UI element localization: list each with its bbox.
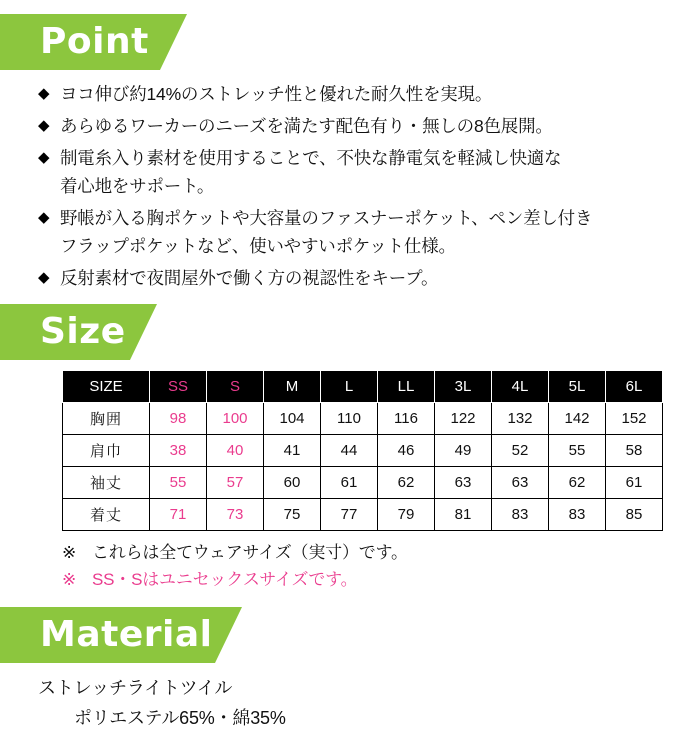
- diamond-bullet-icon: ◆: [38, 85, 50, 102]
- size-heading: Size: [40, 311, 126, 352]
- list-item: [38, 144, 670, 200]
- table-column-header: 4L: [492, 371, 549, 403]
- table-column-header: LL: [378, 371, 435, 403]
- table-cell: 61: [606, 467, 663, 499]
- table-cell: 110: [321, 403, 378, 435]
- size-notes: [62, 539, 700, 593]
- table-cell: 79: [378, 499, 435, 531]
- size-note: [62, 539, 700, 566]
- point-item-line: 制電糸入り素材を使用することで、不快な静電気を軽減し快適な: [60, 148, 562, 168]
- material-body: [0, 673, 700, 733]
- row-label: 袖丈: [63, 467, 150, 499]
- point-item-line: フラップポケットなど、使いやすいポケット仕様。: [60, 236, 456, 256]
- diamond-bullet-icon: ◆: [38, 149, 50, 166]
- material-line: ストレッチライトツイル: [38, 678, 233, 698]
- size-table-head: [63, 371, 663, 403]
- row-label: 肩巾: [63, 435, 150, 467]
- table-cell: 81: [435, 499, 492, 531]
- table-cell: 44: [321, 435, 378, 467]
- size-table-body: [63, 403, 663, 531]
- note-text: これらは全てウェアサイズ（実寸）です。: [92, 543, 408, 562]
- material-heading: Material: [40, 614, 213, 655]
- table-cell: 41: [264, 435, 321, 467]
- material-section-banner: [0, 607, 700, 663]
- table-cell: 46: [378, 435, 435, 467]
- table-cell: 63: [435, 467, 492, 499]
- table-cell: 85: [606, 499, 663, 531]
- table-cell: 98: [150, 403, 207, 435]
- table-row: [63, 435, 663, 467]
- diamond-bullet-icon: ◆: [38, 209, 50, 226]
- point-item-line: 着心地をサポート。: [60, 176, 215, 196]
- table-column-header: L: [321, 371, 378, 403]
- point-section-banner: [0, 14, 700, 70]
- table-header-row: [63, 371, 663, 403]
- list-item: [38, 80, 670, 108]
- table-column-header: M: [264, 371, 321, 403]
- table-cell: 57: [207, 467, 264, 499]
- table-column-header: 6L: [606, 371, 663, 403]
- table-column-header: SS: [150, 371, 207, 403]
- table-column-header: S: [207, 371, 264, 403]
- table-column-header: 3L: [435, 371, 492, 403]
- row-label: 着丈: [63, 499, 150, 531]
- table-cell: 122: [435, 403, 492, 435]
- size-table: [62, 370, 663, 531]
- point-heading: Point: [40, 21, 149, 62]
- diamond-bullet-icon: ◆: [38, 269, 50, 286]
- table-corner-label: SIZE: [63, 371, 150, 403]
- list-item: [38, 204, 670, 260]
- point-item-text: [60, 204, 592, 260]
- table-cell: 104: [264, 403, 321, 435]
- table-cell: 132: [492, 403, 549, 435]
- table-cell: 83: [492, 499, 549, 531]
- point-item-line: 野帳が入る胸ポケットや大容量のファスナーポケット、ペン差し付き: [60, 208, 593, 228]
- row-label: 胸囲: [63, 403, 150, 435]
- note-mark-icon: ※: [62, 570, 77, 589]
- table-cell: 83: [549, 499, 606, 531]
- table-cell: 152: [606, 403, 663, 435]
- diamond-bullet-icon: ◆: [38, 117, 50, 134]
- table-row: [63, 467, 663, 499]
- table-cell: 100: [207, 403, 264, 435]
- table-cell: 73: [207, 499, 264, 531]
- table-cell: 62: [549, 467, 606, 499]
- table-cell: 61: [321, 467, 378, 499]
- table-cell: 38: [150, 435, 207, 467]
- point-item-text: [60, 144, 561, 200]
- table-cell: 71: [150, 499, 207, 531]
- table-column-header: 5L: [549, 371, 606, 403]
- point-item-text: ヨコ伸び約14%のストレッチ性と優れた耐久性を実現。: [60, 84, 493, 104]
- table-cell: 40: [207, 435, 264, 467]
- size-table-wrapper: [62, 370, 700, 531]
- table-cell: 55: [150, 467, 207, 499]
- table-cell: 63: [492, 467, 549, 499]
- point-item-text: 反射素材で夜間屋外で働く方の視認性をキープ。: [60, 268, 439, 288]
- table-cell: 142: [549, 403, 606, 435]
- list-item: [38, 112, 670, 140]
- table-cell: 52: [492, 435, 549, 467]
- material-line: ポリエステル65%・綿35%: [74, 708, 286, 728]
- point-list: [0, 80, 700, 292]
- table-cell: 116: [378, 403, 435, 435]
- table-cell: 62: [378, 467, 435, 499]
- table-cell: 60: [264, 467, 321, 499]
- note-mark-icon: ※: [62, 543, 77, 562]
- note-text: SS・Sはユニセックスサイズです。: [92, 570, 358, 589]
- size-section-banner: [0, 304, 700, 360]
- table-row: [63, 403, 663, 435]
- size-note: [62, 566, 700, 593]
- point-item-text: あらゆるワーカーのニーズを満たす配色有り・無しの8色展開。: [60, 116, 553, 136]
- table-row: [63, 499, 663, 531]
- table-cell: 75: [264, 499, 321, 531]
- list-item: [38, 264, 670, 292]
- table-cell: 77: [321, 499, 378, 531]
- table-cell: 49: [435, 435, 492, 467]
- table-cell: 55: [549, 435, 606, 467]
- table-cell: 58: [606, 435, 663, 467]
